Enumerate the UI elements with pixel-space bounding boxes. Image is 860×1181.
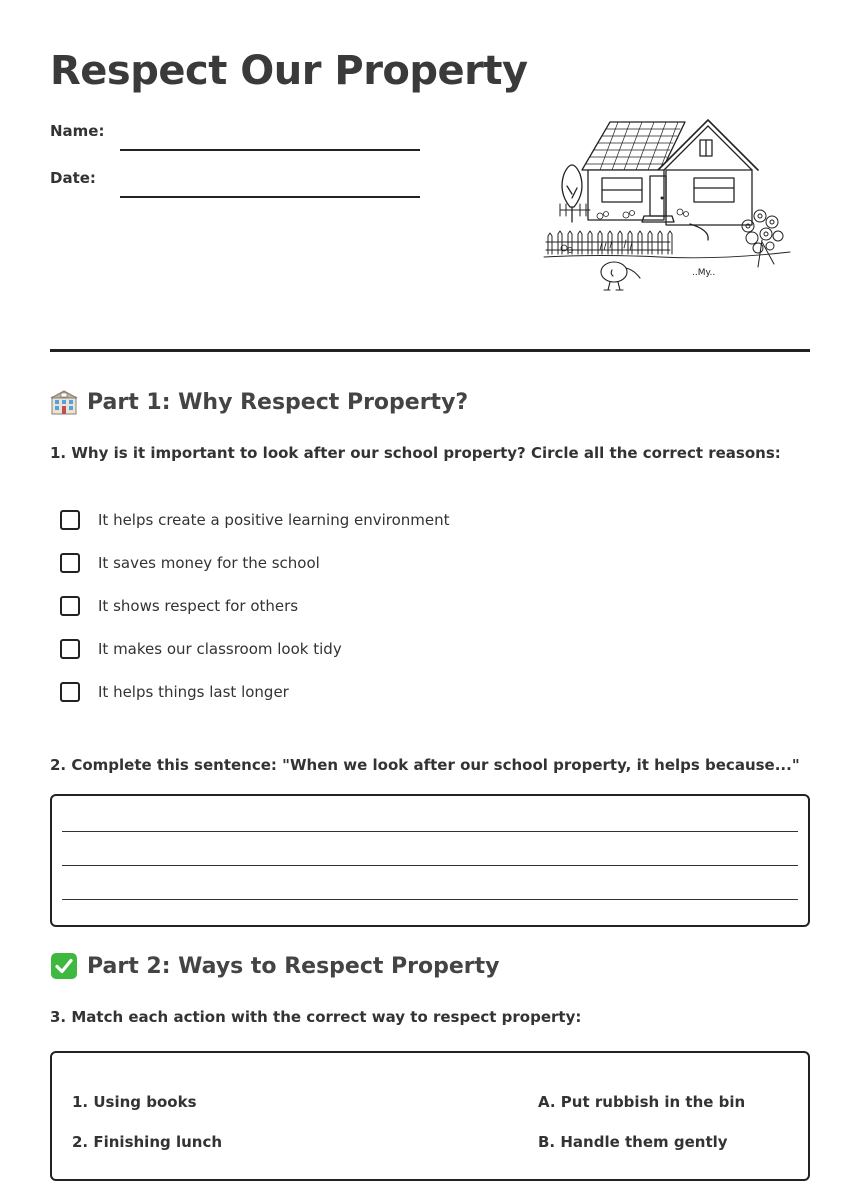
q1-options-list xyxy=(60,508,760,723)
answer-line[interactable] xyxy=(62,831,798,832)
match-action-item[interactable]: 2. Finishing lunch xyxy=(72,1133,223,1151)
school-building-icon xyxy=(50,388,78,416)
worksheet-title: Respect Our Property xyxy=(50,48,528,94)
part1-heading xyxy=(50,388,468,416)
part2-heading-text: Part 2: Ways to Respect Property xyxy=(87,953,500,979)
option-checkbox[interactable] xyxy=(60,553,80,573)
part2-heading xyxy=(50,952,500,980)
option-checkbox[interactable] xyxy=(60,596,80,616)
header-divider xyxy=(50,349,810,352)
name-label: Name: xyxy=(50,122,105,140)
question-2: 2. Complete this sentence: "When we look after our school property, it helps because..." xyxy=(50,756,800,774)
question-1: 1. Why is it important to look after our school property? Circle all the correct reasons: xyxy=(50,444,781,462)
part1-heading-text: Part 1: Why Respect Property? xyxy=(87,389,469,415)
option-label: It saves money for the school xyxy=(98,554,320,572)
matching-box xyxy=(50,1051,810,1181)
q1-option[interactable] xyxy=(60,637,760,680)
name-field[interactable] xyxy=(50,122,420,152)
sentence-answer-box[interactable] xyxy=(50,794,810,927)
option-label: It helps create a positive learning environment xyxy=(98,511,450,529)
question-3: 3. Match each action with the correct way to respect property: xyxy=(50,1008,582,1026)
match-way-item[interactable]: A. Put rubbish in the bin xyxy=(538,1093,746,1111)
date-write-line[interactable] xyxy=(120,196,420,198)
q1-option[interactable] xyxy=(60,508,760,551)
date-label: Date: xyxy=(50,169,96,187)
option-checkbox[interactable] xyxy=(60,639,80,659)
q1-option[interactable] xyxy=(60,594,760,637)
worksheet-page xyxy=(50,0,810,1161)
check-mark-button-icon xyxy=(50,952,78,980)
option-label: It makes our classroom look tidy xyxy=(98,640,342,658)
match-action-item[interactable]: 1. Using books xyxy=(72,1093,197,1111)
answer-line[interactable] xyxy=(62,865,798,866)
option-checkbox[interactable] xyxy=(60,682,80,702)
date-field[interactable] xyxy=(50,169,420,199)
q1-option[interactable] xyxy=(60,680,760,723)
illustration-caption: ..My.. xyxy=(692,268,716,278)
option-label: It helps things last longer xyxy=(98,683,289,701)
q1-option[interactable] xyxy=(60,551,760,594)
answer-line[interactable] xyxy=(62,899,798,900)
name-write-line[interactable] xyxy=(120,149,420,151)
option-label: It shows respect for others xyxy=(98,597,299,615)
house-drawing-icon xyxy=(540,112,800,297)
option-checkbox[interactable] xyxy=(60,510,80,530)
match-way-item[interactable]: B. Handle them gently xyxy=(538,1133,728,1151)
